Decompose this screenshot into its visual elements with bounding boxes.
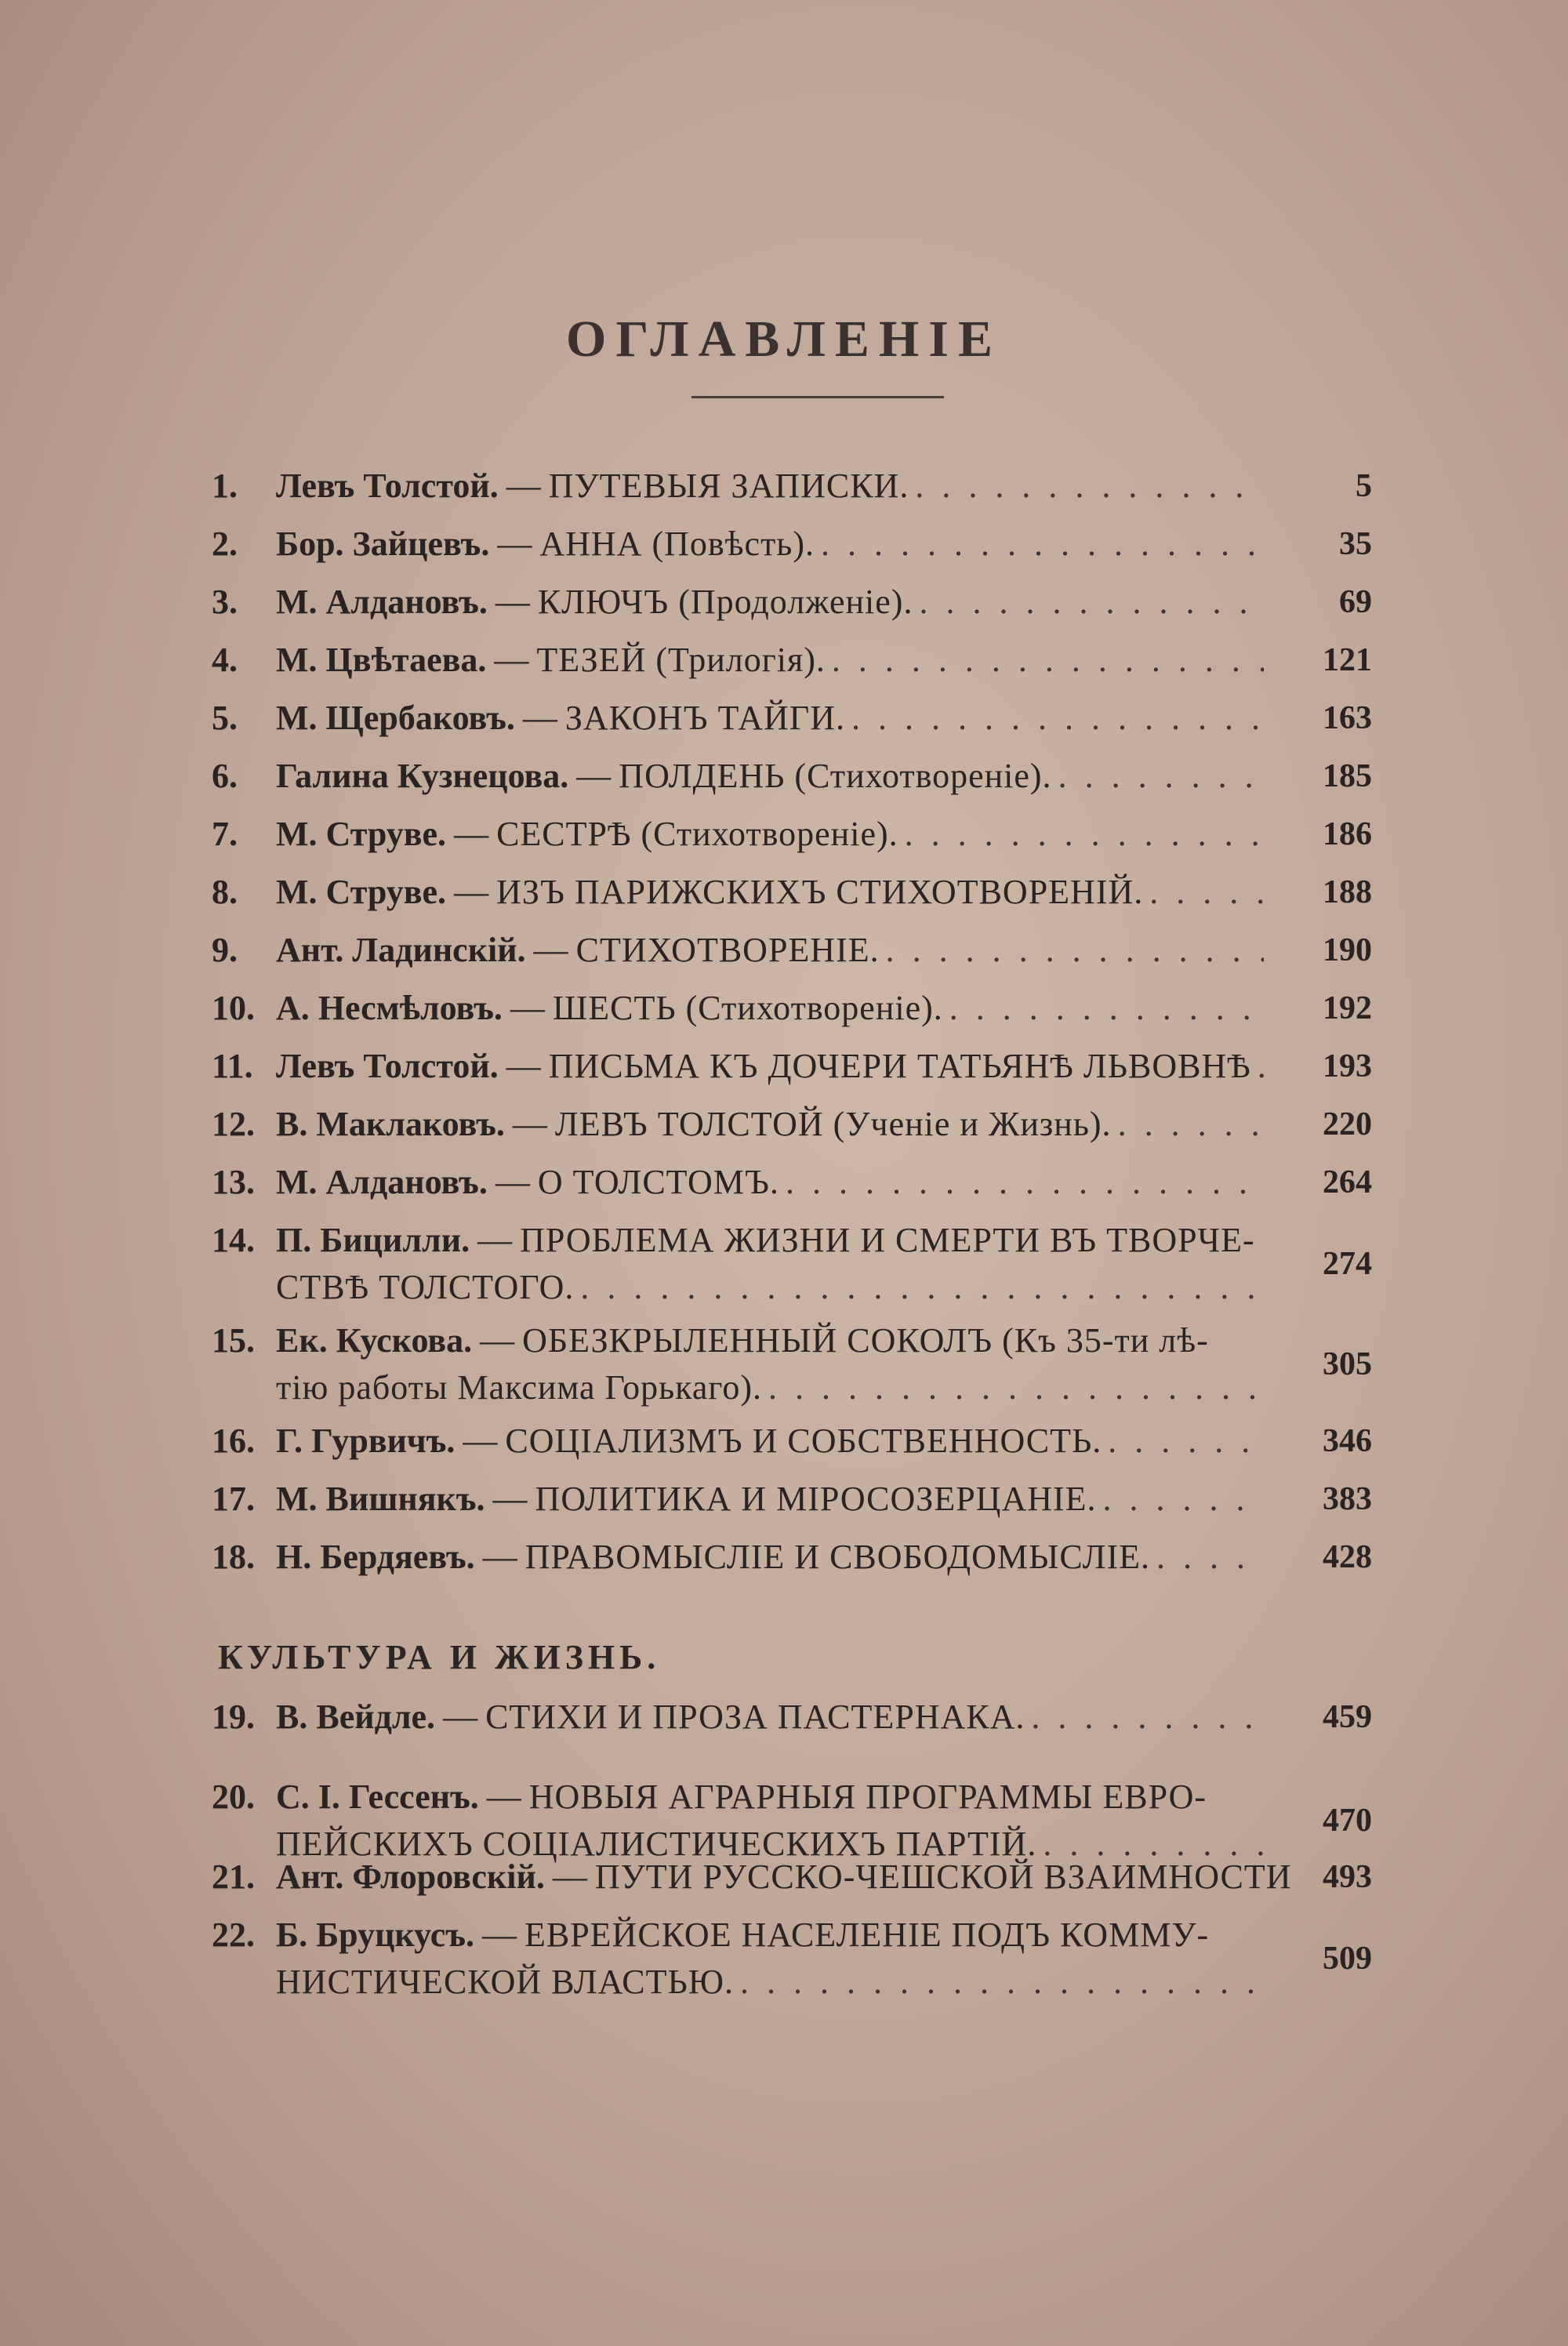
toc-entry xyxy=(212,1317,1372,1411)
entry-title: СТИХОТВОРЕНIЕ. xyxy=(575,931,880,969)
entry-dash: — xyxy=(506,1047,541,1085)
entry-title: СЕСТРѢ (Стихотворенiе). xyxy=(496,815,898,853)
entry-title: ЕВРЕЙСКОЕ НАСЕЛЕНIЕ ПОДЪ КОММУ- xyxy=(524,1916,1210,1954)
entry-title: ПИСЬМА КЪ ДОЧЕРИ ТАТЬЯНѢ ЛЬВОВНѢ xyxy=(548,1047,1251,1085)
entry-author: В. Маклаковъ. xyxy=(276,1105,505,1143)
leader-dots xyxy=(1108,1418,1264,1465)
entry-page-number: 470 xyxy=(1323,1803,1372,1839)
entry-author: Левъ Толстой. xyxy=(276,1047,499,1085)
toc-entry xyxy=(212,753,1372,800)
entry-number: 9. xyxy=(212,931,238,969)
entry-dash: — xyxy=(477,1221,513,1259)
entry-page-number: 121 xyxy=(1323,642,1372,678)
entry-number: 4. xyxy=(212,641,238,679)
toc-entry xyxy=(212,869,1372,916)
entry-page-number: 220 xyxy=(1323,1106,1372,1142)
entry-title: О ТОЛСТОМЪ. xyxy=(537,1163,779,1201)
entry-page-number: 188 xyxy=(1323,874,1372,910)
entry-author: М. Цвѣтаева. xyxy=(276,641,487,679)
entry-dash: — xyxy=(522,699,557,737)
entry-number: 1. xyxy=(212,467,238,505)
entry-number: 12. xyxy=(212,1105,255,1143)
entry-title: НОВЫЯ АГРАРНЫЯ ПРОГРАММЫ ЕВРО- xyxy=(528,1778,1207,1816)
toc-entry xyxy=(212,1476,1372,1523)
entry-number: 14. xyxy=(212,1221,255,1259)
entry-number: 5. xyxy=(212,699,238,737)
leader-dots xyxy=(919,579,1264,626)
entry-page-number: 185 xyxy=(1323,758,1372,794)
leader-dots xyxy=(1156,1534,1264,1581)
toc-entry xyxy=(212,579,1372,626)
entry-title: ПОЛДЕНЬ (Стихотворенiе). xyxy=(619,757,1052,795)
leader-dots xyxy=(740,1959,1264,2006)
entry-number: 11. xyxy=(212,1047,253,1085)
entry-author: М. Вишнякъ. xyxy=(276,1480,485,1518)
toc-entry xyxy=(212,1912,1372,2006)
entry-number: 6. xyxy=(212,757,238,795)
toc-entry xyxy=(212,1694,1372,1741)
leader-dots xyxy=(886,927,1264,974)
entry-page-number: 459 xyxy=(1323,1699,1372,1735)
toc-entry xyxy=(212,985,1372,1032)
entry-page-number: 193 xyxy=(1323,1048,1372,1084)
entry-author: М. Струве. xyxy=(276,873,447,911)
leader-dots xyxy=(1103,1476,1264,1523)
leader-dots xyxy=(821,521,1264,568)
leader-dots xyxy=(580,1264,1264,1311)
entry-number: 21. xyxy=(212,1858,255,1896)
entry-number: 22. xyxy=(212,1916,255,1954)
entry-number: 15. xyxy=(212,1321,255,1360)
entry-title-continued: НИСТИЧЕСКОЙ ВЛАСТЬЮ. xyxy=(276,1963,734,2001)
entry-page-number: 509 xyxy=(1323,1941,1372,1977)
leader-dots xyxy=(1031,1694,1264,1741)
entry-title: КЛЮЧЪ (Продолженiе). xyxy=(537,583,913,621)
entry-title-continued: СТВѢ ТОЛСТОГО. xyxy=(276,1268,575,1306)
section-heading: КУЛЬТУРА И ЖИЗНЬ. xyxy=(218,1638,661,1676)
toc-entry xyxy=(212,927,1372,974)
entry-author: М. Струве. xyxy=(276,815,447,853)
entry-page-number: 190 xyxy=(1323,932,1372,968)
leader-dots xyxy=(1149,869,1264,916)
entry-dash: — xyxy=(492,1480,528,1518)
entry-title: ТЕЗЕЙ (Трилогiя). xyxy=(536,641,826,679)
entry-author: В. Вейдле. xyxy=(276,1698,436,1736)
entry-page-number: 5 xyxy=(1356,468,1372,504)
page-title: ОГЛАВЛЕНIЕ xyxy=(566,310,1002,368)
toc-entry xyxy=(212,695,1372,742)
leader-dots xyxy=(905,811,1264,858)
entry-page-number: 493 xyxy=(1323,1859,1372,1895)
entry-title: СТИХИ И ПРОЗА ПАСТЕРНАКА. xyxy=(485,1698,1025,1736)
entry-number: 16. xyxy=(212,1422,255,1460)
entry-page-number: 35 xyxy=(1339,526,1372,562)
leader-dots xyxy=(786,1159,1264,1206)
entry-page-number: 192 xyxy=(1323,990,1372,1026)
entry-number: 10. xyxy=(212,989,255,1027)
entry-title: ИЗЪ ПАРИЖСКИХЪ СТИХОТВОРЕНIЙ. xyxy=(496,873,1144,911)
entry-dash: — xyxy=(463,1422,498,1460)
entry-dash: — xyxy=(481,1916,517,1954)
entry-author: А. Несмѣловъ. xyxy=(276,989,503,1027)
entry-author: П. Бицилли. xyxy=(276,1221,470,1259)
entry-page-number: 186 xyxy=(1323,816,1372,852)
entry-dash: — xyxy=(533,931,568,969)
entry-dash: — xyxy=(512,1105,547,1143)
entry-dash: — xyxy=(497,525,532,563)
entry-page-number: 264 xyxy=(1323,1164,1372,1200)
entry-number: 7. xyxy=(212,815,238,853)
leader-dots xyxy=(1118,1101,1264,1148)
entry-author: Б. Бруцкусъ. xyxy=(276,1916,474,1954)
entry-dash: — xyxy=(510,989,545,1027)
toc-entry xyxy=(212,463,1372,510)
entry-page-number: 428 xyxy=(1323,1539,1372,1575)
entry-author: С. I. Гессенъ. xyxy=(276,1778,479,1816)
entry-number: 20. xyxy=(212,1778,255,1816)
entry-title: ПУТИ РУССКО-ЧЕШСКОЙ ВЗАИМНОСТИ xyxy=(594,1858,1292,1896)
entry-title: АННА (Повѣсть). xyxy=(539,525,815,563)
toc-entry xyxy=(212,1159,1372,1206)
entry-author: Ек. Кускова. xyxy=(276,1321,473,1360)
entry-author: М. Алдановъ. xyxy=(276,583,488,621)
entry-title: ОБЕЗКРЫЛЕННЫЙ СОКОЛЪ (Къ 35-ти лѣ- xyxy=(522,1321,1209,1360)
entry-author: Ант. Ладинскiй. xyxy=(276,931,526,969)
toc-entry xyxy=(212,521,1372,568)
entry-author: Г. Гурвичъ. xyxy=(276,1422,456,1460)
toc-entry xyxy=(212,637,1372,684)
entry-number: 17. xyxy=(212,1480,255,1518)
entry-number: 18. xyxy=(212,1538,255,1576)
entry-dash: — xyxy=(552,1858,587,1896)
entry-number: 8. xyxy=(212,873,238,911)
toc-entry xyxy=(212,1217,1372,1311)
entry-author: Н. Бердяевъ. xyxy=(276,1538,475,1576)
entry-author: М. Алдановъ. xyxy=(276,1163,488,1201)
leader-dots xyxy=(768,1364,1264,1411)
entry-author: М. Щербаковъ. xyxy=(276,699,515,737)
entry-number: 13. xyxy=(212,1163,255,1201)
entry-title: ПУТЕВЫЯ ЗАПИСКИ. xyxy=(548,467,909,505)
entry-dash: — xyxy=(486,1778,521,1816)
entry-number: 2. xyxy=(212,525,238,563)
leader-dots xyxy=(949,985,1264,1032)
entry-title: ПОЛИТИКА И МIРОСОЗЕРЦАНIЕ. xyxy=(535,1480,1097,1518)
entry-page-number: 163 xyxy=(1323,700,1372,736)
entry-dash: — xyxy=(506,467,541,505)
entry-author: Бор. Зайцевъ. xyxy=(276,525,490,563)
entry-dash: — xyxy=(482,1538,517,1576)
entry-title: СОЦIАЛИЗМЪ И СОБСТВЕННОСТЬ. xyxy=(505,1422,1102,1460)
entry-author: Левъ Толстой. xyxy=(276,467,499,505)
entry-dash: — xyxy=(443,1698,478,1736)
entry-page-number: 383 xyxy=(1323,1481,1372,1517)
entry-title-continued: ПЕЙСКИХЪ СОЦIАЛИСТИЧЕСКИХЪ ПАРТIЙ. xyxy=(276,1825,1037,1863)
entry-number: 19. xyxy=(212,1698,255,1736)
entry-title: ШЕСТЬ (Стихотворенiе). xyxy=(552,989,943,1027)
toc-entry xyxy=(212,1101,1372,1148)
entry-dash: — xyxy=(576,757,612,795)
entry-page-number: 274 xyxy=(1323,1246,1372,1282)
entry-title: ПРОБЛЕМА ЖИЗНИ И СМЕРТИ ВЪ ТВОРЧЕ- xyxy=(520,1221,1255,1259)
entry-page-number: 346 xyxy=(1323,1423,1372,1459)
entry-title: ЛЕВЪ ТОЛСТОЙ (Ученiе и Жизнь). xyxy=(554,1105,1112,1143)
entry-title: ЗАКОНЪ ТАЙГИ. xyxy=(564,699,845,737)
entry-dash: — xyxy=(495,583,530,621)
entry-dash: — xyxy=(454,815,489,853)
toc-entry xyxy=(212,1534,1372,1581)
leader-dots xyxy=(1058,753,1264,800)
toc-entry xyxy=(212,811,1372,858)
entry-dash: — xyxy=(495,1163,530,1201)
entry-dash: — xyxy=(494,641,529,679)
toc-entry xyxy=(212,1043,1372,1090)
entry-author: Галина Кузнецова. xyxy=(276,757,569,795)
entry-page-number: 69 xyxy=(1339,584,1372,620)
entry-dash: — xyxy=(480,1321,515,1360)
leader-dots xyxy=(851,695,1264,742)
entry-title: ПРАВОМЫСЛIЕ И СВОБОДОМЫСЛIЕ. xyxy=(524,1538,1150,1576)
leader-dots xyxy=(832,637,1264,684)
entry-author: Ант. Флоровскiй. xyxy=(276,1858,545,1896)
leader-dots xyxy=(915,463,1264,510)
entry-page-number: 305 xyxy=(1323,1346,1372,1382)
entry-number: 3. xyxy=(212,583,238,621)
entry-title-continued: тiю работы Максима Горькаго). xyxy=(276,1368,763,1407)
entry-dash: — xyxy=(454,873,489,911)
leader-dots xyxy=(1258,1043,1264,1090)
toc-entry xyxy=(212,1418,1372,1465)
toc-entry xyxy=(212,1854,1372,1901)
